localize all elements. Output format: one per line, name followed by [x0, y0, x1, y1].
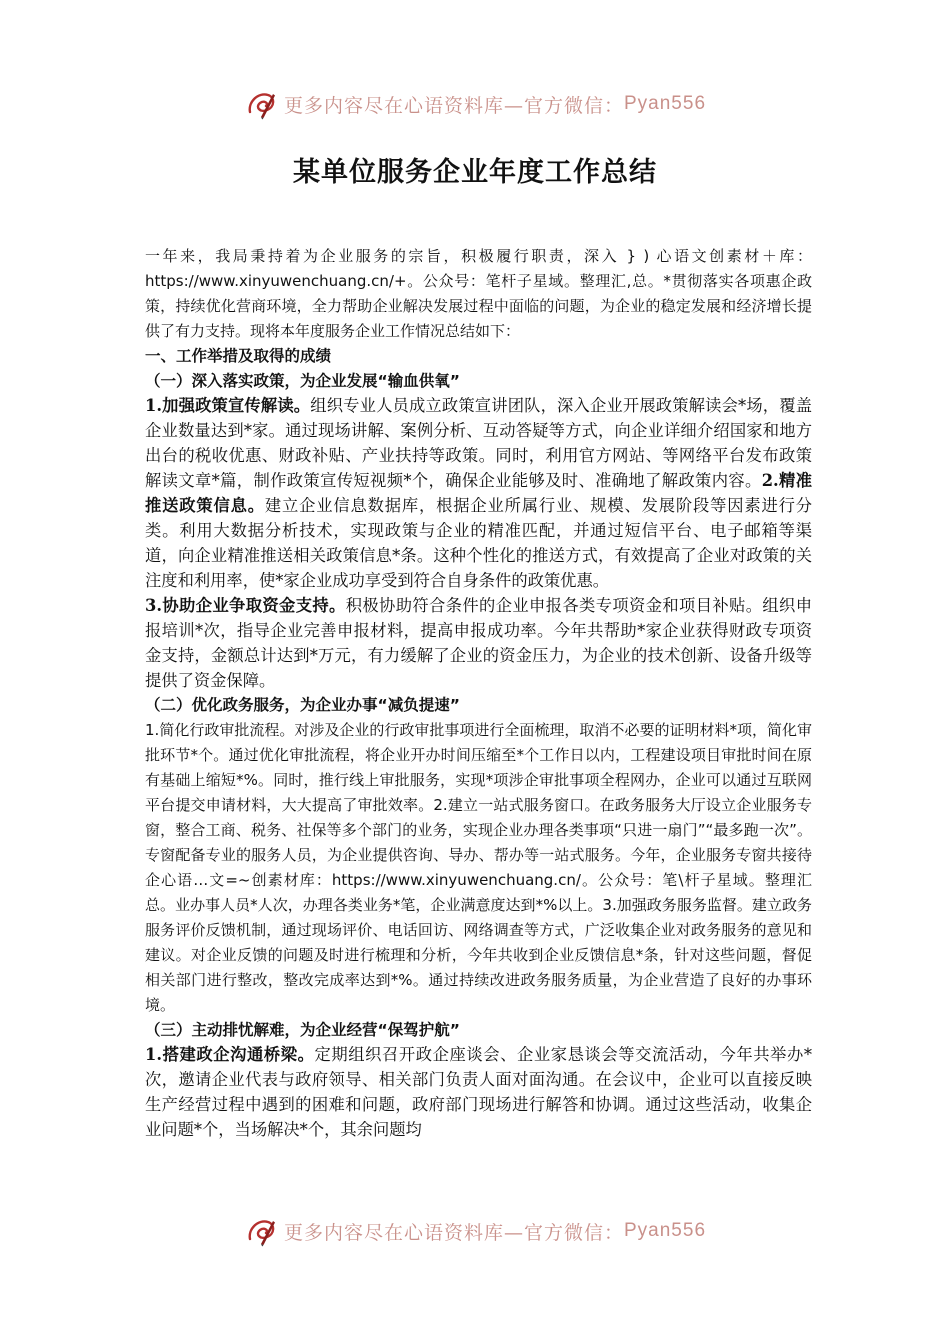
banner-wechat-id: Pyan556: [624, 93, 707, 114]
subsection-heading-1: （一）深入落实政策，为企业发展“输血供氧”: [145, 371, 460, 390]
subsection-heading-2: （二）优化政务服务，为企业办事“减负提速”: [145, 696, 460, 714]
item-title: 1.搭建政企沟通桥梁。: [145, 1045, 315, 1064]
pen-swirl-logo-icon: [244, 1213, 280, 1249]
banner-text: 更多内容尽在心语资料库—官方微信：: [283, 1221, 624, 1244]
item-title: 2.精准推送政策信息。: [145, 471, 812, 515]
subsection-heading-3: （三）主动排忧解难，为企业经营“保驾护航”: [145, 1020, 460, 1039]
section-heading: 一、工作举措及取得的成绩: [145, 347, 332, 365]
item-text: 组织专业人员成立政策宣讲团队，深入企业开展政策解读会*场，覆盖企业数量达到*家。通过现场讲解、案例分析、互动答疑等方式，向企业详细介绍国家和地方出台的税收优惠、财政补贴、产业扶持等政策。同时，利用官方网站、等网络平台发布政策解读文章*篇，制作政策宣传短视频*个，确保企业能够及时、准确地了解政策内容。: [145, 396, 812, 490]
paragraph-gov-service: 1.简化行政审批流程。对涉及企业的行政审批事项进行全面梳理，取消不必要的证明材料*项，简化审批环节*个。通过优化审批流程，将企业开办时间压缩至*个工作日以内，工程建设项目审批时间在原有基础上缩短*%。同时，推行线上审批服务，实现*项涉企审批事项全程网办，企业可以通过互联网平台提交申请材料，大大提高了审批效率。2.建立一站式服务窗口。在政务服务大厅设立企业服务专窗，整合工商、税务、社保等多个部门的业务，实现企业办理各类事项“只进一扇门”“最多跑一次”。专窗配备专业的服务人员，为企业提供咨询、导办、帮办等一站式服务。今年，企业服务专窗共接待企心语…文=~创素材库：https://www.xinyuwenchuang.cn/。公众号：笔\杆子星域。整理汇总。业办事人员*人次，办理各类业务*笔，企业满意度达到*%以上。3.加强政务服务监督。建立政务服务评价反馈机制，通过现场评价、电话回访、网络调查等方式，广泛收集企业对政务服务的意见和建议。对企业反馈的问题及时进行梳理和分析，今年共收到企业反馈信息*条，针对这些问题，督促相关部门进行整改，整改完成率达到*%。通过持续改进政务服务质量，为企业营造了良好的办事环境。: [145, 720, 812, 1014]
item-text: 定期组织召开政企座谈会、企业家恳谈会等交流活动，今年共举办*次，邀请企业代表与政府领导、相关部门负责人面对面沟通。在会议中，企业可以直接反映生产经营过程中遇到的困难和问题，政府部门现场进行解答和协调。通过这些活动，收集企业问题*个，当场解决*个，其余问题均: [145, 1045, 812, 1139]
banner-wechat-id: Pyan556: [624, 1220, 707, 1241]
document-title: 某单位服务企业年度工作总结: [293, 157, 657, 188]
document-body: [145, 244, 812, 1142]
watermark-banner-bottom: [0, 1211, 950, 1251]
paragraph-policy: [145, 393, 812, 593]
item-title: 3.协助企业争取资金支持。: [145, 596, 346, 615]
item-title: 1.加强政策宣传解读。: [145, 396, 311, 415]
banner-text: 更多内容尽在心语资料库—官方微信：: [283, 94, 624, 117]
intro-paragraph: 一年来，我局秉持着为企业服务的宗旨，积极履行职责，深入 } ) 心语文创素材＋库：https://www.xinyuwenchuang.cn/+。公众号：笔杆子星域。整理汇,总。*贯彻落实各项惠企政策，持续优化营商环境，全力帮助企业解决发展过程中面临的问题，为企业的稳定发展和经济增长提供了有力支持。现将本年度服务企业工作情况总结如下：: [145, 247, 812, 340]
paragraph-communication: [145, 1042, 812, 1142]
pen-swirl-logo-icon: [244, 86, 280, 122]
item-text: 建立企业信息数据库，根据企业所属行业、规模、发展阶段等因素进行分类。利用大数据分析技术，实现政策与企业的精准匹配，并通过短信平台、电子邮箱等渠道，向企业精准推送相关政策信息*条。这种个性化的推送方式，有效提高了企业对政策的关注度和利用率，使*家企业成功享受到符合自身条件的政策优惠。: [145, 496, 812, 590]
item-text: 积极协助符合条件的企业申报各类专项资金和项目补贴。组织申报培训*次，指导企业完善申报材料，提高申报成功率。今年共帮助*家企业获得财政专项资金支持，金额总计达到*万元，有力缓解了企业的资金压力，为企业的技术创新、设备升级等提供了资金保障。: [145, 596, 812, 690]
watermark-banner-top: [0, 84, 950, 124]
paragraph-funding: [145, 593, 812, 693]
